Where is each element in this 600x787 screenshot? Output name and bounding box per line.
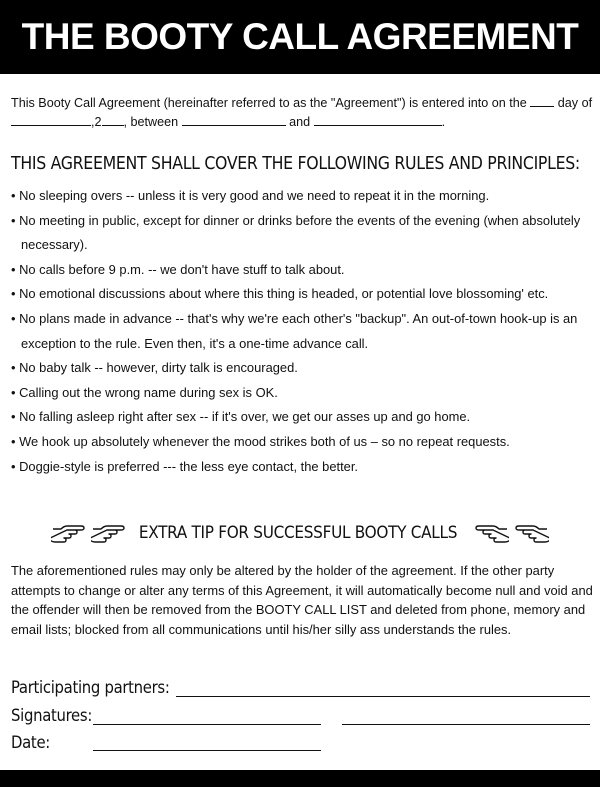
tip-title: EXTRA TIP FOR SUCCESSFUL BOOTY CALLS — [138, 523, 458, 543]
rule-item: • No emotional discussions about where this thing is headed, or potential love blossoming' etc. — [11, 282, 596, 307]
intro-text-3: ,2 — [91, 115, 102, 129]
page-title: THE BOOTY CALL AGREEMENT — [21, 16, 579, 57]
rules-list — [11, 184, 596, 479]
year-blank — [102, 114, 124, 126]
pointing-hand-right-icon — [91, 522, 125, 544]
rule-item: • No falling asleep right after sex -- if it's over, we get our asses up and go home. — [11, 405, 596, 430]
extra-tip-row — [0, 518, 600, 548]
rule-item: • No calls before 9 p.m. -- we don't have stuff to talk about. — [11, 258, 596, 283]
right-hands — [475, 522, 549, 544]
signature-line-2[interactable] — [342, 724, 590, 725]
rule-item: • No baby talk -- however, dirty talk is encouraged. — [11, 356, 596, 381]
date-label: Date: — [11, 733, 50, 752]
day-blank — [530, 95, 554, 107]
agreement-sheet — [0, 74, 600, 770]
footer-bar — [0, 770, 600, 787]
pointing-hand-left-icon — [475, 522, 509, 544]
party-two-blank — [314, 114, 442, 126]
party-one-blank — [182, 114, 286, 126]
intro-text-1: This Booty Call Agreement (hereinafter referred to as the "Agreement") is entered into on the — [11, 96, 527, 110]
intro-text-6: . — [441, 115, 446, 129]
month-blank — [11, 114, 91, 126]
rule-item: • No meeting in public, except for dinner or drinks before the events of the evening (when absolutely necessary). — [11, 209, 596, 258]
signature-line-1[interactable] — [93, 724, 321, 725]
rule-item: • Doggie-style is preferred --- the less eye contact, the better. — [11, 455, 596, 480]
signatures-label: Signatures: — [11, 706, 93, 725]
intro-text-4: , between — [123, 115, 179, 129]
partners-label: Participating partners: — [11, 678, 170, 697]
rule-item: • We hook up absolutely whenever the mood strikes both of us – so no repeat requests. — [11, 430, 596, 455]
date-line[interactable] — [93, 750, 321, 751]
left-hands — [51, 522, 125, 544]
closing-paragraph: The aforementioned rules may only be altered by the holder of the agreement. If the other party attempts to change or alter any terms of this Agreement, it will automatically become null and void and the offender will then be removed from the BOOTY CALL LIST and deleted from phone, memory and email lists; blocked from all communications until his/her silly ass understands the rules. — [11, 563, 593, 637]
rule-item: • No plans made in advance -- that's why we're each other's "backup". An out-of-town hook-up is an exception to the rule. Even then, it's a one-time advance call. — [11, 307, 596, 356]
rules-heading: THIS AGREEMENT SHALL COVER THE FOLLOWING RULES AND PRINCIPLES: — [11, 154, 580, 174]
rule-item: • Calling out the wrong name during sex is OK. — [11, 381, 596, 406]
intro-text-5: and — [289, 115, 311, 129]
pointing-hand-left-icon — [515, 522, 549, 544]
rule-item: • No sleeping overs -- unless it is very good and we need to repeat it in the morning. — [11, 184, 596, 209]
pointing-hand-right-icon — [51, 522, 85, 544]
partners-line[interactable] — [176, 696, 590, 697]
intro-paragraph — [11, 94, 593, 132]
intro-text-2: day of — [557, 96, 593, 110]
